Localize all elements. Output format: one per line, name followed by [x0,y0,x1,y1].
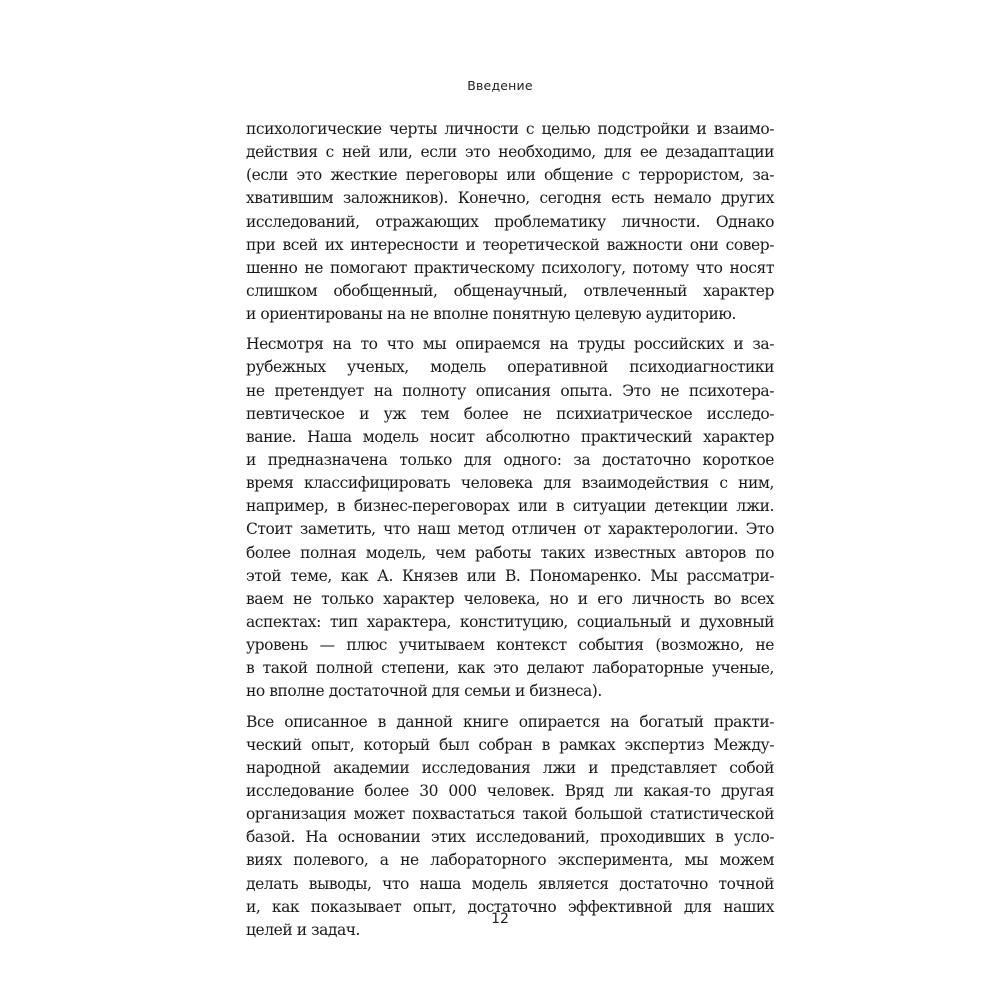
text-line: и предназначена только для одного: за достаточно короткое [246,450,774,469]
text-line: народной академии исследования лжи и представляет собой [246,758,774,777]
text-line: хватившим заложников). Конечно, сегодня есть немало других [246,189,774,208]
paragraph [246,711,774,942]
paragraph [246,333,774,703]
text-line: певтическое и уж тем более не психиатрическое исследо- [246,404,774,423]
text-line: виях полевого, а не лабораторного эксперимента, мы можем [246,851,774,870]
paragraph [246,118,774,326]
text-line: слишком обобщенный, общенаучный, отвлеченный характер [246,281,774,300]
text-line: шенно не помогают практическому психологу, потому что носят [246,258,774,277]
text-line: не претендует на полноту описания опыта. Это не психотера- [246,381,774,400]
text-line: при всей их интересности и теоретической важности они совер- [246,235,774,254]
text-line: Несмотря на то что мы опираемся на труды российских и за- [246,335,774,354]
text-line: действия с ней или, если это необходимо, для ее дезадаптации [246,143,774,162]
text-line: и, как показывает опыт, достаточно эффективной для наших [246,897,774,916]
page-number: 12 [491,911,509,927]
text-line: этой теме, как А. Князев или В. Пономаренко. Мы рассматри- [246,566,774,585]
text-line: Стоит заметить, что наш метод отличен от характерологии. Это [246,520,774,539]
text-line: более полная модель, чем работы таких известных авторов по [246,543,774,562]
text-line: время классифицировать человека для взаимодействия с ним, [246,474,774,493]
text-line: но вполне достаточной для семьи и бизнеса). [246,682,602,701]
body-text [246,118,774,949]
text-line: исследований, отражающих проблематику личности. Однако [246,212,774,231]
text-line: аспектах: тип характера, конституцию, социальный и духовный [246,612,774,631]
text-line: рубежных ученых, модель оперативной психодиагностики [246,358,774,377]
text-line: целей и задач. [246,920,361,939]
text-line: уровень — плюс учитываем контекст события (возможно, не [246,636,774,655]
text-line: делать выводы, что наша модель является достаточно точной [246,874,774,893]
text-line: и ориентированы на не вполне понятную целевую аудиторию. [246,305,736,324]
text-line: в такой полной степени, как это делают лабораторные ученые, [246,659,774,678]
text-line: (если это жесткие переговоры или общение с террористом, за- [246,166,774,185]
text-line: организация может похвастаться такой большой статистической [246,805,774,824]
text-line: базой. На основании этих исследований, проходивших в усло- [246,828,774,847]
text-line: исследование более 30 000 человек. Вряд ли какая-то другая [246,781,774,800]
running-head: Введение [467,78,533,93]
text-line: ческий опыт, который был собран в рамках экспертиз Между- [246,735,774,754]
text-line: ваем не только характер человека, но и его личность во всех [246,589,774,608]
text-line: психологические черты личности с целью подстройки и взаимо- [246,120,774,138]
text-line: например, в бизнес-переговорах или в ситуации детекции лжи. [246,497,774,516]
text-line: вание. Наша модель носит абсолютно практический характер [246,427,774,446]
text-line: Все описанное в данной книге опирается на богатый практи- [246,712,774,731]
